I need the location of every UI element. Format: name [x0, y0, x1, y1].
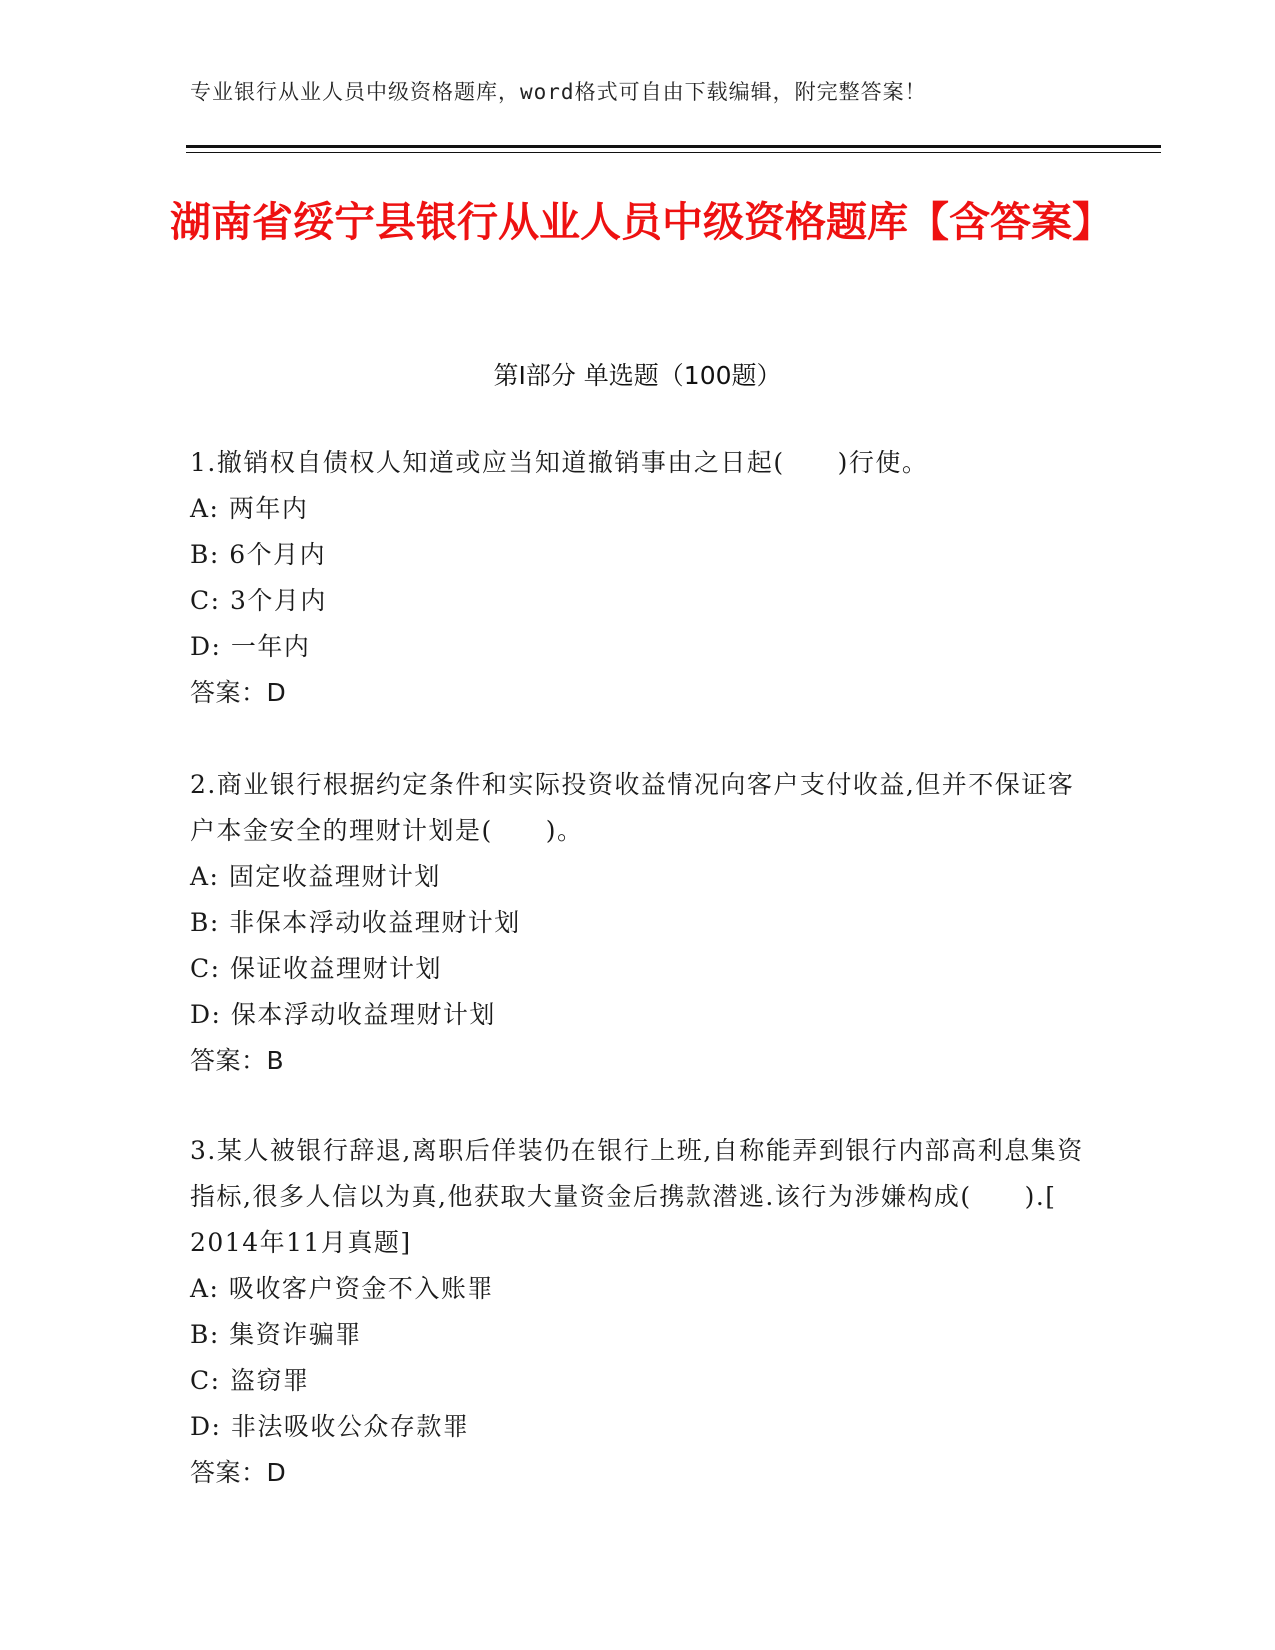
question-2: [190, 762, 1090, 1084]
option-d: D: 保本浮动收益理财计划: [190, 1000, 496, 1029]
option-d: D: 非法吸收公众存款罪: [190, 1412, 470, 1441]
question-3: [190, 1128, 1090, 1496]
option-c: C: 盗窃罪: [190, 1366, 310, 1395]
document-title: 湖南省绥宁县银行从业人员中级资格题库【含答案】: [170, 198, 1113, 246]
option-a: A: 吸收客户资金不入账罪: [190, 1274, 494, 1303]
question-1: [190, 440, 1090, 716]
answer: 答案：D: [190, 1458, 287, 1487]
option-b: B: 6个月内: [190, 540, 327, 569]
option-a: A: 两年内: [190, 494, 309, 523]
option-d: D: 一年内: [190, 632, 311, 661]
section-heading: 第Ⅰ部分 单选题（100题）: [493, 361, 782, 390]
option-c: C: 3个月内: [190, 586, 327, 615]
question-stem: 1.撤销权自债权人知道或应当知道撤销事由之日起( )行使。: [190, 448, 929, 477]
header-note: 专业银行从业人员中级资格题库，word格式可自由下载编辑，附完整答案！: [190, 80, 927, 104]
answer: 答案：B: [190, 1046, 285, 1075]
option-a: A: 固定收益理财计划: [190, 862, 441, 891]
header-divider-thick: [186, 145, 1161, 148]
question-stem: 3.某人被银行辞退,离职后佯装仍在银行上班,自称能弄到银行内部高利息集资指标,很多人信以为真,他获取大量资金后携款潜逃.该行为涉嫌构成( ).[ 2014年11月真题]: [190, 1136, 1084, 1257]
answer: 答案：D: [190, 678, 287, 707]
option-b: B: 非保本浮动收益理财计划: [190, 908, 521, 937]
question-stem: 2.商业银行根据约定条件和实际投资收益情况向客户支付收益,但并不保证客户本金安全的理财计划是( )。: [190, 770, 1075, 845]
option-b: B: 集资诈骗罪: [190, 1320, 362, 1349]
header-divider-thin: [186, 152, 1161, 153]
option-c: C: 保证收益理财计划: [190, 954, 442, 983]
